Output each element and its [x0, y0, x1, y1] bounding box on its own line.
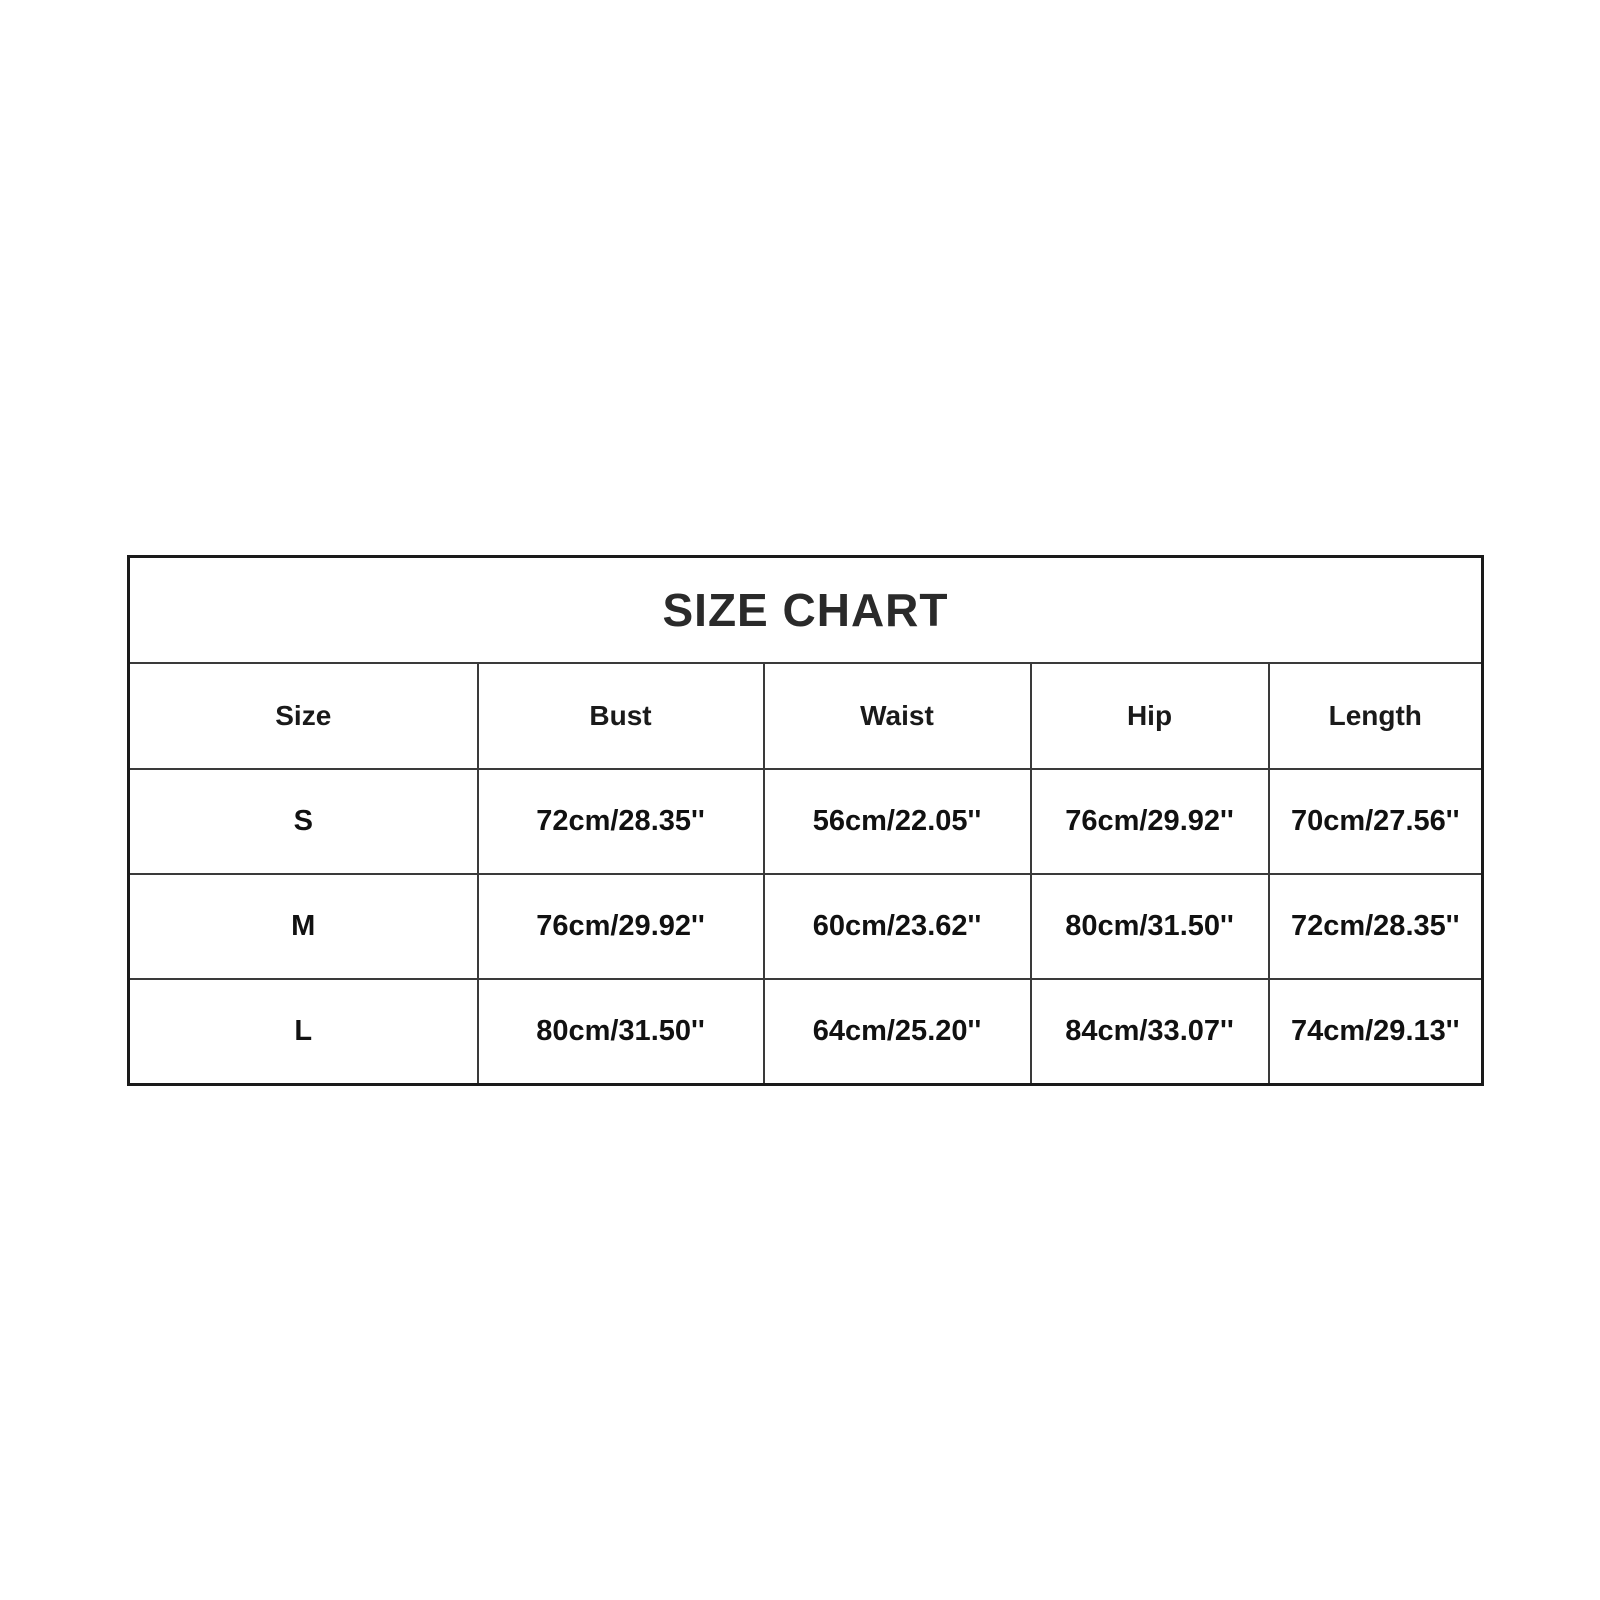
- cell-length: 74cm/29.13'': [1269, 979, 1483, 1085]
- cell-waist: 64cm/25.20'': [764, 979, 1031, 1085]
- chart-title: SIZE CHART: [129, 557, 1483, 664]
- header-row: [129, 663, 1483, 769]
- cell-length: 72cm/28.35'': [1269, 874, 1483, 979]
- header-length: Length: [1269, 663, 1483, 769]
- cell-hip: 84cm/33.07'': [1031, 979, 1269, 1085]
- cell-waist: 60cm/23.62'': [764, 874, 1031, 979]
- header-waist: Waist: [764, 663, 1031, 769]
- header-bust: Bust: [478, 663, 764, 769]
- cell-hip: 76cm/29.92'': [1031, 769, 1269, 874]
- cell-bust: 76cm/29.92'': [478, 874, 764, 979]
- table-row: [129, 874, 1483, 979]
- cell-length: 70cm/27.56'': [1269, 769, 1483, 874]
- cell-waist: 56cm/22.05'': [764, 769, 1031, 874]
- table-row: [129, 769, 1483, 874]
- table-row: [129, 979, 1483, 1085]
- cell-size: L: [129, 979, 478, 1085]
- cell-bust: 72cm/28.35'': [478, 769, 764, 874]
- title-row: [129, 557, 1483, 664]
- size-chart-table: [127, 555, 1484, 1086]
- cell-bust: 80cm/31.50'': [478, 979, 764, 1085]
- header-size: Size: [129, 663, 478, 769]
- cell-hip: 80cm/31.50'': [1031, 874, 1269, 979]
- cell-size: S: [129, 769, 478, 874]
- header-hip: Hip: [1031, 663, 1269, 769]
- cell-size: M: [129, 874, 478, 979]
